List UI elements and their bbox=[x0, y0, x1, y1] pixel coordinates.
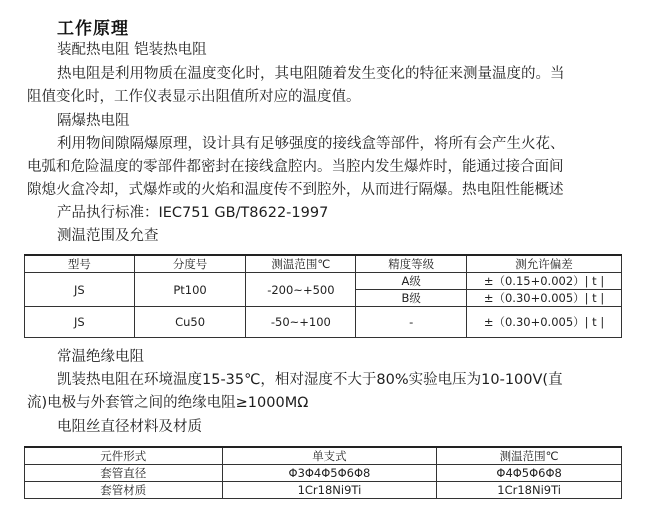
deviation-cell: ±（0.30+0.005）| t | bbox=[467, 307, 622, 338]
table-row bbox=[25, 307, 622, 338]
sheath-material-table bbox=[24, 446, 622, 499]
insulation-heading: 常温绝缘电阻 bbox=[57, 349, 144, 365]
range-heading: 测温范围及允查 bbox=[57, 228, 159, 244]
table-header: 精度等级 bbox=[356, 255, 467, 273]
table-header: 测温范围℃ bbox=[246, 255, 356, 273]
standard-line: 产品执行标准：IEC751 GB/T8622-1997 bbox=[57, 205, 329, 221]
table-row bbox=[25, 482, 622, 499]
table-row bbox=[25, 273, 622, 290]
model-cell: JS bbox=[25, 273, 135, 307]
temperature-range-table bbox=[24, 254, 622, 338]
row-label-cell: 套管材质 bbox=[25, 482, 223, 499]
single-cell: 1Cr18Ni9Ti bbox=[222, 482, 437, 499]
paragraph-line: 热电阻是利用物质在温度变化时，其电阻随着发生变化的特征来测量温度的。当 bbox=[57, 66, 565, 82]
table-header: 单支式 bbox=[222, 447, 437, 465]
paragraph-line: 流)电极与外套管之间的绝缘电阻≥1000MΩ bbox=[27, 395, 309, 411]
range-cell: Φ4Φ5Φ6Φ8 bbox=[437, 465, 622, 482]
table-header: 型号 bbox=[25, 255, 135, 273]
paragraph-line: 电弧和危险温度的零部件都密封在接线盒腔内。当腔内发生爆炸时，能通过接合面间 bbox=[27, 159, 564, 175]
paragraph-line: 隙熄火盒冷却，式爆炸或的火焰和温度传不到腔外，从而进行隔爆。热电阻性能概述 bbox=[27, 182, 564, 198]
paragraph-line: 凯装热电阻在环境温度15-35℃，相对湿度不大于80%实验电压为10-100V(直 bbox=[57, 372, 563, 388]
section-heading-assembly: 装配热电阻 铠装热电阻 bbox=[57, 42, 207, 58]
range-cell: 1Cr18Ni9Ti bbox=[437, 482, 622, 499]
row-label-cell: 套管直径 bbox=[25, 465, 223, 482]
table-header: 分度号 bbox=[134, 255, 246, 273]
deviation-cell: ±（0.15+0.002）| t | bbox=[467, 273, 622, 290]
range-cell: -200~+500 bbox=[246, 273, 356, 307]
table-header: 测温范围℃ bbox=[437, 447, 622, 465]
section-heading-explosion-proof: 隔爆热电阻 bbox=[57, 113, 130, 129]
paragraph-line: 利用物间隙隔爆原理，设计具有足够强度的接线盒等部件，将所有会产生火花、 bbox=[57, 136, 565, 152]
grade-cell: B级 bbox=[356, 290, 467, 307]
grade-cell: - bbox=[356, 307, 467, 338]
paragraph-line: 阻值变化时，工作仪表显示出阻值所对应的温度值。 bbox=[27, 89, 361, 105]
grade-cell: A级 bbox=[356, 273, 467, 290]
index-cell: Cu50 bbox=[134, 307, 246, 338]
table-header: 测允许偏差 bbox=[467, 255, 622, 273]
table-row bbox=[25, 465, 622, 482]
wire-diameter-heading: 电阻丝直径材料及材质 bbox=[57, 419, 202, 435]
index-cell: Pt100 bbox=[134, 273, 246, 307]
page-title: 工作原理 bbox=[57, 19, 129, 39]
model-cell: JS bbox=[25, 307, 135, 338]
table-header: 元件形式 bbox=[25, 447, 223, 465]
deviation-cell: ±（0.30+0.005）| t | bbox=[467, 290, 622, 307]
range-cell: -50~+100 bbox=[246, 307, 356, 338]
single-cell: Φ3Φ4Φ5Φ6Φ8 bbox=[222, 465, 437, 482]
